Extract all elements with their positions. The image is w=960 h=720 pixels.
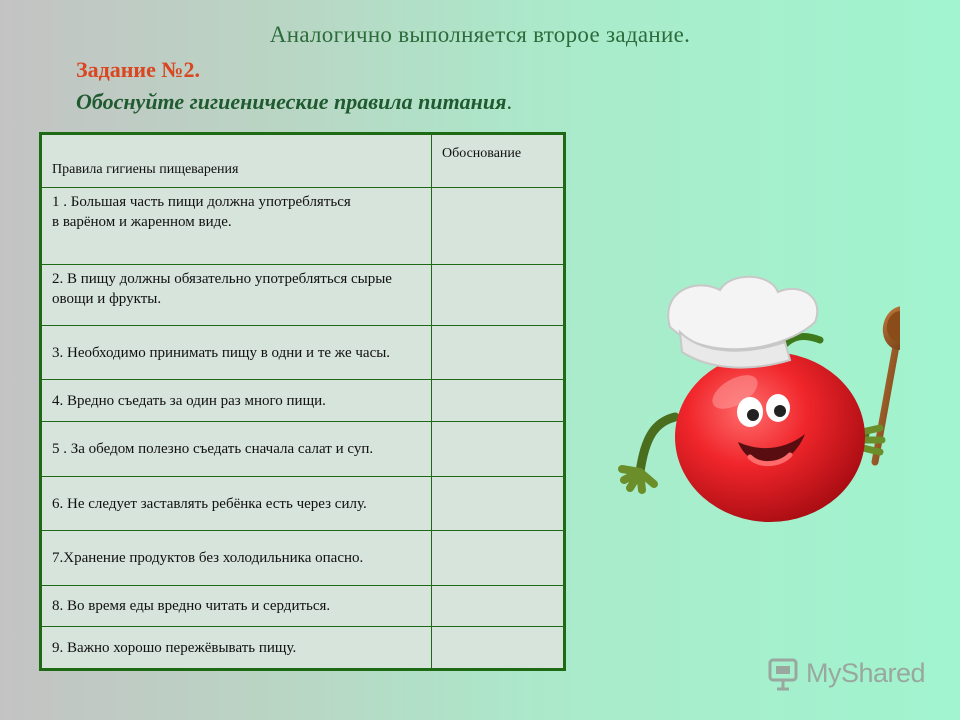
rule-cell: 9. Важно хорошо пережёвывать пищу. bbox=[41, 627, 432, 670]
rule-cell: 6. Не следует заставлять ребёнка есть через силу. bbox=[41, 477, 432, 531]
rule-cell: 5 . За обедом полезно съедать сначала салат и суп. bbox=[41, 422, 432, 477]
reason-cell[interactable] bbox=[432, 380, 565, 422]
rule-cell: 3. Необходимо принимать пищу в одни и те же часы. bbox=[41, 326, 432, 380]
table-row bbox=[41, 188, 565, 265]
reason-cell[interactable] bbox=[432, 531, 565, 586]
reason-cell[interactable] bbox=[432, 188, 565, 265]
table-row bbox=[41, 422, 565, 477]
presentation-board-icon bbox=[766, 656, 802, 692]
table-row bbox=[41, 477, 565, 531]
table-row bbox=[41, 326, 565, 380]
task-text-body: Обоснуйте гигиенические правила питания bbox=[76, 89, 507, 114]
myshared-logo bbox=[766, 656, 926, 696]
rule-cell: 4. Вредно съедать за один раз много пищи. bbox=[41, 380, 432, 422]
table-row bbox=[41, 627, 565, 670]
header-rules: Правила гигиены пищеварения bbox=[41, 134, 432, 188]
reason-cell[interactable] bbox=[432, 422, 565, 477]
intro-text: Аналогично выполняется второе задание. bbox=[269, 22, 691, 47]
reason-cell[interactable] bbox=[432, 627, 565, 670]
header-reason: Обоснование bbox=[432, 134, 565, 188]
rule-cell: 7.Хранение продуктов без холодильника опасно. bbox=[41, 531, 432, 586]
reason-cell[interactable] bbox=[432, 477, 565, 531]
rule-cell: 2. В пищу должны обязательно употребляться сырые овощи и фрукты. bbox=[41, 265, 432, 326]
table-row bbox=[41, 380, 565, 422]
task-text bbox=[76, 89, 512, 115]
rule-cell: 8. Во время еды вредно читать и сердиться. bbox=[41, 586, 432, 627]
table-row bbox=[41, 265, 565, 326]
reason-cell[interactable] bbox=[432, 265, 565, 326]
reason-cell[interactable] bbox=[432, 586, 565, 627]
tomato-chef-illustration bbox=[600, 272, 900, 522]
task-title: Задание №2. bbox=[76, 57, 200, 82]
rule-cell: 1 . Большая часть пищи должна употребляться в варёном и жаренном виде. bbox=[41, 188, 432, 265]
task-text-dot: . bbox=[506, 89, 512, 114]
table-header-row bbox=[41, 134, 565, 188]
logo-text: MyShared bbox=[806, 658, 926, 688]
reason-cell[interactable] bbox=[432, 326, 565, 380]
table-row bbox=[41, 586, 565, 627]
rules-table bbox=[39, 132, 566, 671]
table-row bbox=[41, 531, 565, 586]
